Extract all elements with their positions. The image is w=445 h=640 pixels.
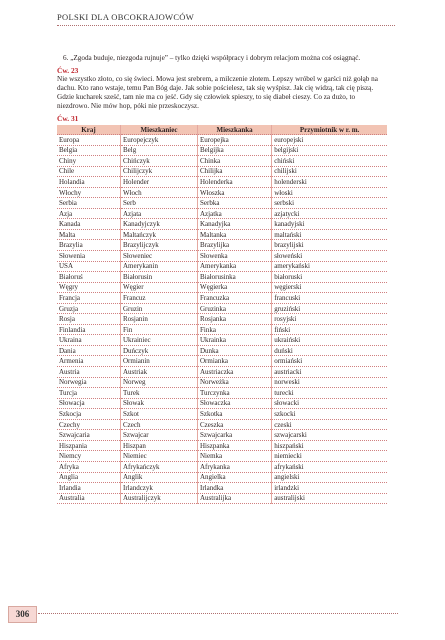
cell-male: Maltańczyk bbox=[120, 229, 197, 240]
cell-country: Turcja bbox=[57, 388, 120, 399]
table-row bbox=[57, 303, 387, 314]
cell-male: Brazylijczyk bbox=[120, 240, 197, 251]
table-row bbox=[57, 208, 387, 219]
cell-adjective: francuski bbox=[272, 293, 387, 304]
cell-country: Kanada bbox=[57, 219, 120, 230]
cell-male: Serb bbox=[120, 198, 197, 209]
cell-adjective: irlandzki bbox=[272, 483, 387, 494]
cell-male: Turek bbox=[120, 388, 197, 399]
cell-female: Włoszka bbox=[197, 187, 271, 198]
cell-female: Szwajcarka bbox=[197, 430, 271, 441]
cell-female: Szkotka bbox=[197, 409, 271, 420]
cell-adjective: chilijski bbox=[272, 166, 387, 177]
exercise-23-text: Nie wszystko złoto, co się świeci. Mowa jest srebrem, a milczenie złotem. Lepszy wróbel w garści niż gołąb na dachu. Kto rano wstaje, temu Pan Bóg daje. Jak sobie pościelesz, tak się wyśpisz. Jak cię widzą, tak cię piszą. Gdzie kucharek sześć, tam nie ma co jeść. Gdy się człowiek spieszy, to się diabeł cieszy. Co za dużo, to niezdrowo. Nie mów hop, póki nie przeskoczysz. bbox=[57, 75, 378, 110]
column-header-country: Kraj bbox=[57, 125, 120, 135]
table-header-row bbox=[57, 125, 387, 135]
cell-male: Holender bbox=[120, 177, 197, 188]
cell-country: Belgia bbox=[57, 145, 120, 156]
table-row bbox=[57, 356, 387, 367]
cell-adjective: azjatycki bbox=[272, 208, 387, 219]
cell-male: Hiszpan bbox=[120, 440, 197, 451]
cell-male: Azjata bbox=[120, 208, 197, 219]
cell-country: Dania bbox=[57, 345, 120, 356]
cell-male: Australijczyk bbox=[120, 493, 197, 504]
nationalities-table bbox=[57, 125, 387, 504]
cell-country: Włochy bbox=[57, 187, 120, 198]
column-header-male: Mieszkaniec bbox=[120, 125, 197, 135]
cell-adjective: białoruski bbox=[272, 272, 387, 283]
cell-country: Węgry bbox=[57, 282, 120, 293]
cell-adjective: węgierski bbox=[272, 282, 387, 293]
cell-female: Serbka bbox=[197, 198, 271, 209]
cell-adjective: maltański bbox=[272, 229, 387, 240]
cell-adjective: angielski bbox=[272, 472, 387, 483]
table-row bbox=[57, 430, 387, 441]
cell-country: Azja bbox=[57, 208, 120, 219]
cell-country: Szwajcaria bbox=[57, 430, 120, 441]
cell-female: Ormianka bbox=[197, 356, 271, 367]
cell-adjective: hiszpański bbox=[272, 440, 387, 451]
cell-male: Francuz bbox=[120, 293, 197, 304]
cell-adjective: fiński bbox=[272, 324, 387, 335]
cell-country: USA bbox=[57, 261, 120, 272]
table-row bbox=[57, 483, 387, 494]
cell-female: Brazylijka bbox=[197, 240, 271, 251]
cell-country: Anglia bbox=[57, 472, 120, 483]
cell-adjective: brazylijski bbox=[272, 240, 387, 251]
table-row bbox=[57, 219, 387, 230]
table-row bbox=[57, 272, 387, 283]
cell-adjective: austriacki bbox=[272, 367, 387, 378]
cell-country: Białoruś bbox=[57, 272, 120, 283]
cell-female: Norweżka bbox=[197, 377, 271, 388]
cell-country: Malta bbox=[57, 229, 120, 240]
exercise-23-title: Ćw. 23 bbox=[57, 66, 79, 75]
footer-divider bbox=[38, 613, 398, 614]
table-row bbox=[57, 240, 387, 251]
table-row bbox=[57, 177, 387, 188]
table-row bbox=[57, 472, 387, 483]
cell-female: Azjatka bbox=[197, 208, 271, 219]
cell-female: Maltanka bbox=[197, 229, 271, 240]
cell-male: Szkot bbox=[120, 409, 197, 420]
cell-female: Słowenka bbox=[197, 251, 271, 262]
cell-adjective: rosyjski bbox=[272, 314, 387, 325]
cell-adjective: turecki bbox=[272, 388, 387, 399]
cell-male: Słoweniec bbox=[120, 251, 197, 262]
table-row bbox=[57, 451, 387, 462]
cell-country: Armenia bbox=[57, 356, 120, 367]
cell-country: Chile bbox=[57, 166, 120, 177]
cell-male: Słowak bbox=[120, 398, 197, 409]
cell-female: Ukrainka bbox=[197, 335, 271, 346]
cell-adjective: szkocki bbox=[272, 409, 387, 420]
exercise-31-title: Ćw. 31 bbox=[57, 114, 79, 123]
cell-female: Afrykanka bbox=[197, 461, 271, 472]
cell-male: Amerykanin bbox=[120, 261, 197, 272]
cell-female: Czeszka bbox=[197, 419, 271, 430]
cell-country: Szkocja bbox=[57, 409, 120, 420]
table-row bbox=[57, 166, 387, 177]
cell-country: Holandia bbox=[57, 177, 120, 188]
cell-male: Ormianin bbox=[120, 356, 197, 367]
cell-female: Francuzka bbox=[197, 293, 271, 304]
cell-male: Fin bbox=[120, 324, 197, 335]
table-row bbox=[57, 145, 387, 156]
cell-male: Gruzin bbox=[120, 303, 197, 314]
table-row bbox=[57, 229, 387, 240]
table-row bbox=[57, 198, 387, 209]
cell-country: Irlandia bbox=[57, 483, 120, 494]
cell-male: Irlandczyk bbox=[120, 483, 197, 494]
cell-female: Dunka bbox=[197, 345, 271, 356]
cell-male: Anglik bbox=[120, 472, 197, 483]
answer-item-6: 6. „Zgoda buduje, niezgoda rujnuje” – tylko dzięki współpracy i dobrym relacjom można coś osiągnąć. bbox=[63, 54, 361, 62]
cell-female: Belgijka bbox=[197, 145, 271, 156]
cell-adjective: holenderski bbox=[272, 177, 387, 188]
table-row bbox=[57, 419, 387, 430]
cell-female: Europejka bbox=[197, 135, 271, 146]
cell-adjective: duński bbox=[272, 345, 387, 356]
table-row bbox=[57, 388, 387, 399]
cell-male: Afrykańczyk bbox=[120, 461, 197, 472]
table-row bbox=[57, 187, 387, 198]
cell-country: Słowacja bbox=[57, 398, 120, 409]
cell-country: Finlandia bbox=[57, 324, 120, 335]
cell-male: Chińczyk bbox=[120, 156, 197, 167]
cell-male: Duńczyk bbox=[120, 345, 197, 356]
cell-male: Kanadyjczyk bbox=[120, 219, 197, 230]
cell-male: Szwajcar bbox=[120, 430, 197, 441]
cell-male: Ukrainiec bbox=[120, 335, 197, 346]
cell-female: Chinka bbox=[197, 156, 271, 167]
cell-country: Hiszpania bbox=[57, 440, 120, 451]
column-header-adjective: Przymiotnik w r. m. bbox=[272, 125, 387, 135]
cell-adjective: serbski bbox=[272, 198, 387, 209]
cell-male: Rosjanin bbox=[120, 314, 197, 325]
cell-female: Gruzinka bbox=[197, 303, 271, 314]
cell-adjective: włoski bbox=[272, 187, 387, 198]
cell-female: Kanadyjka bbox=[197, 219, 271, 230]
cell-female: Białorusinka bbox=[197, 272, 271, 283]
cell-female: Amerykanka bbox=[197, 261, 271, 272]
cell-country: Afryka bbox=[57, 461, 120, 472]
cell-country: Rosja bbox=[57, 314, 120, 325]
table-row bbox=[57, 156, 387, 167]
cell-country: Europa bbox=[57, 135, 120, 146]
cell-adjective: czeski bbox=[272, 419, 387, 430]
cell-adjective: europejski bbox=[272, 135, 387, 146]
cell-adjective: niemiecki bbox=[272, 451, 387, 462]
table-row bbox=[57, 409, 387, 420]
cell-adjective: norweski bbox=[272, 377, 387, 388]
cell-male: Austriak bbox=[120, 367, 197, 378]
cell-country: Australia bbox=[57, 493, 120, 504]
cell-adjective: ormiański bbox=[272, 356, 387, 367]
table-row bbox=[57, 251, 387, 262]
table-row bbox=[57, 440, 387, 451]
table-row bbox=[57, 261, 387, 272]
cell-male: Europejczyk bbox=[120, 135, 197, 146]
table-row bbox=[57, 293, 387, 304]
cell-male: Norweg bbox=[120, 377, 197, 388]
cell-country: Niemcy bbox=[57, 451, 120, 462]
cell-male: Czech bbox=[120, 419, 197, 430]
cell-female: Słowaczka bbox=[197, 398, 271, 409]
header-divider bbox=[57, 25, 395, 26]
table-row bbox=[57, 324, 387, 335]
table-row bbox=[57, 398, 387, 409]
cell-female: Austriaczka bbox=[197, 367, 271, 378]
cell-male: Białorusin bbox=[120, 272, 197, 283]
cell-adjective: amerykański bbox=[272, 261, 387, 272]
cell-adjective: słowacki bbox=[272, 398, 387, 409]
cell-female: Finka bbox=[197, 324, 271, 335]
table-row bbox=[57, 367, 387, 378]
table-row bbox=[57, 135, 387, 146]
table-row bbox=[57, 461, 387, 472]
cell-country: Francja bbox=[57, 293, 120, 304]
running-header: POLSKI DLA OBCOKRAJOWCÓW bbox=[57, 12, 195, 22]
cell-adjective: afrykański bbox=[272, 461, 387, 472]
table-row bbox=[57, 282, 387, 293]
cell-country: Czechy bbox=[57, 419, 120, 430]
cell-country: Słowenia bbox=[57, 251, 120, 262]
cell-female: Holenderka bbox=[197, 177, 271, 188]
cell-female: Rosjanka bbox=[197, 314, 271, 325]
cell-adjective: szwajcarski bbox=[272, 430, 387, 441]
cell-female: Niemka bbox=[197, 451, 271, 462]
cell-female: Chilijka bbox=[197, 166, 271, 177]
table-row bbox=[57, 377, 387, 388]
cell-female: Irlandka bbox=[197, 483, 271, 494]
cell-female: Australijka bbox=[197, 493, 271, 504]
cell-adjective: słoweński bbox=[272, 251, 387, 262]
cell-male: Belg bbox=[120, 145, 197, 156]
cell-adjective: chiński bbox=[272, 156, 387, 167]
cell-country: Norwegia bbox=[57, 377, 120, 388]
table-row bbox=[57, 493, 387, 504]
cell-adjective: belgijski bbox=[272, 145, 387, 156]
cell-country: Serbia bbox=[57, 198, 120, 209]
cell-adjective: gruziński bbox=[272, 303, 387, 314]
cell-adjective: kanadyjski bbox=[272, 219, 387, 230]
table-row bbox=[57, 314, 387, 325]
cell-female: Turczynka bbox=[197, 388, 271, 399]
cell-adjective: ukraiński bbox=[272, 335, 387, 346]
table-row bbox=[57, 335, 387, 346]
cell-female: Hiszpanka bbox=[197, 440, 271, 451]
page-number: 306 bbox=[8, 606, 37, 623]
table-body bbox=[57, 135, 387, 504]
cell-country: Brazylia bbox=[57, 240, 120, 251]
page-content bbox=[57, 50, 387, 504]
cell-male: Włoch bbox=[120, 187, 197, 198]
cell-country: Chiny bbox=[57, 156, 120, 167]
cell-female: Angielka bbox=[197, 472, 271, 483]
cell-country: Ukraina bbox=[57, 335, 120, 346]
cell-female: Węgierka bbox=[197, 282, 271, 293]
cell-male: Węgier bbox=[120, 282, 197, 293]
column-header-female: Mieszkanka bbox=[197, 125, 271, 135]
cell-male: Chilijczyk bbox=[120, 166, 197, 177]
cell-adjective: australijski bbox=[272, 493, 387, 504]
cell-country: Gruzja bbox=[57, 303, 120, 314]
cell-country: Austria bbox=[57, 367, 120, 378]
table-row bbox=[57, 345, 387, 356]
cell-male: Niemiec bbox=[120, 451, 197, 462]
